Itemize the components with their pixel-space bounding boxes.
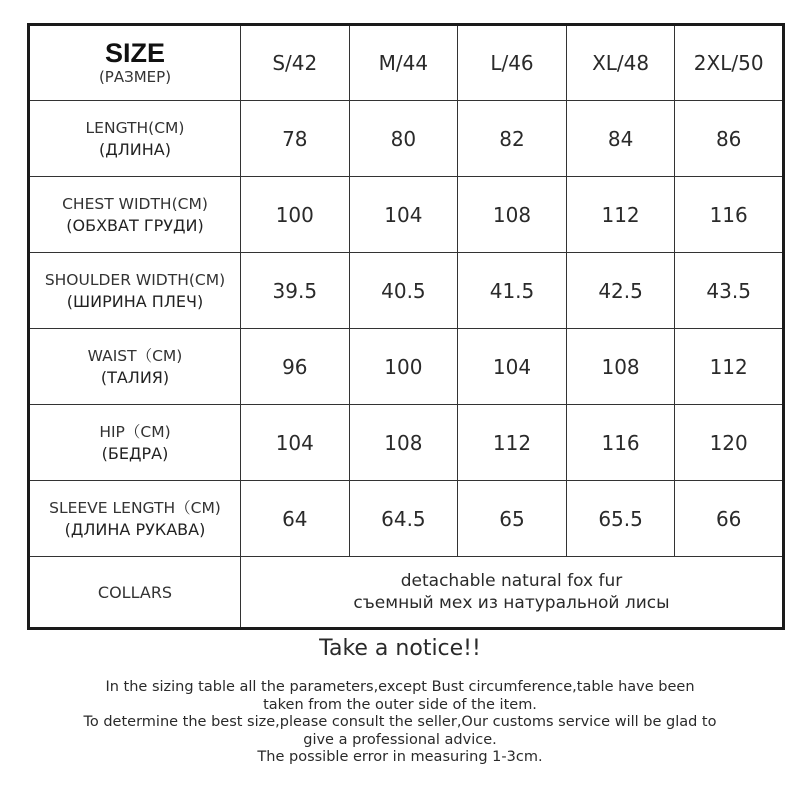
notice-line: To determine the best size,please consult the seller,Our customs service will be glad to [83, 714, 717, 730]
value-cell: 39.5 [241, 253, 350, 329]
size-title: SIZE [104, 38, 165, 68]
notice-line: give a professional advice. [303, 731, 497, 748]
row-label-ru: (ТАЛИЯ) [100, 367, 170, 387]
size-column-header: XL/48 [566, 25, 675, 101]
value-cell: 65 [458, 481, 567, 557]
value-cell: 42.5 [566, 253, 675, 329]
collars-description [241, 557, 784, 629]
value-cell: 43.5 [675, 253, 784, 329]
row-label [29, 101, 241, 177]
collars-label: COLLARS [29, 557, 241, 629]
row-label [29, 405, 241, 481]
table-row-collars [29, 557, 784, 629]
value-cell: 41.5 [458, 253, 567, 329]
table-row-chest-width [29, 177, 784, 253]
value-cell: 112 [675, 329, 784, 405]
row-label-ru: (ДЛИНА) [99, 139, 171, 159]
size-column-header: L/46 [458, 25, 567, 101]
value-cell: 116 [566, 405, 675, 481]
table-row-hip [29, 405, 784, 481]
table-row-shoulder-width [29, 253, 784, 329]
value-cell: 108 [566, 329, 675, 405]
value-cell: 112 [566, 177, 675, 253]
value-cell: 66 [675, 481, 784, 557]
value-cell: 65.5 [566, 481, 675, 557]
value-cell: 112 [458, 405, 567, 481]
row-label [29, 177, 241, 253]
value-cell: 96 [241, 329, 350, 405]
value-cell: 108 [458, 177, 567, 253]
value-cell: 104 [241, 405, 350, 481]
size-column-header: 2XL/50 [675, 25, 784, 101]
collars-description-en: detachable natural fox fur [400, 571, 623, 591]
size-table [27, 23, 785, 630]
value-cell: 84 [566, 101, 675, 177]
row-label [29, 481, 241, 557]
notice-title: Take a notice!! [319, 636, 481, 661]
value-cell: 40.5 [349, 253, 458, 329]
size-subtitle: (РАЗМЕР) [98, 68, 172, 86]
row-label-en: SHOULDER WIDTH(CM) [44, 270, 226, 289]
value-cell: 104 [349, 177, 458, 253]
table-row-length [29, 101, 784, 177]
value-cell: 100 [349, 329, 458, 405]
value-cell: 64 [241, 481, 350, 557]
row-label-ru: (ОБХВАТ ГРУДИ) [66, 215, 204, 235]
value-cell: 86 [675, 101, 784, 177]
row-label [29, 329, 241, 405]
row-label-en: CHEST WIDTH(CM) [62, 194, 208, 213]
value-cell: 82 [458, 101, 567, 177]
row-label-en: HIP（CM) [99, 422, 171, 441]
value-cell: 120 [675, 405, 784, 481]
size-header-cell [29, 25, 241, 101]
notice-line: The possible error in measuring 1-3cm. [257, 749, 543, 765]
value-cell: 64.5 [349, 481, 458, 557]
table-row-sleeve-length [29, 481, 784, 557]
value-cell: 78 [241, 101, 350, 177]
notice-line: In the sizing table all the parameters,except Bust circumference,table have been [105, 679, 695, 695]
row-label [29, 253, 241, 329]
value-cell: 104 [458, 329, 567, 405]
row-label-en: LENGTH(CM) [85, 118, 185, 137]
size-column-header: S/42 [241, 25, 350, 101]
table-row-waist [29, 329, 784, 405]
collars-description-ru: съемный мех из натуральной лисы [353, 593, 670, 613]
value-cell: 100 [241, 177, 350, 253]
row-label-ru: (ДЛИНА РУКАВА) [64, 519, 206, 539]
notice-line: taken from the outer side of the item. [263, 696, 537, 713]
table-header-row [29, 25, 784, 101]
row-label-en: SLEEVE LENGTH（CM) [49, 498, 221, 517]
notice-text [0, 679, 800, 767]
row-label-en: WAIST（CM) [87, 346, 183, 365]
value-cell: 80 [349, 101, 458, 177]
value-cell: 108 [349, 405, 458, 481]
size-column-header: M/44 [349, 25, 458, 101]
row-label-ru: (БЕДРА) [101, 443, 169, 463]
value-cell: 116 [675, 177, 784, 253]
row-label-ru: (ШИРИНА ПЛЕЧ) [66, 291, 204, 311]
